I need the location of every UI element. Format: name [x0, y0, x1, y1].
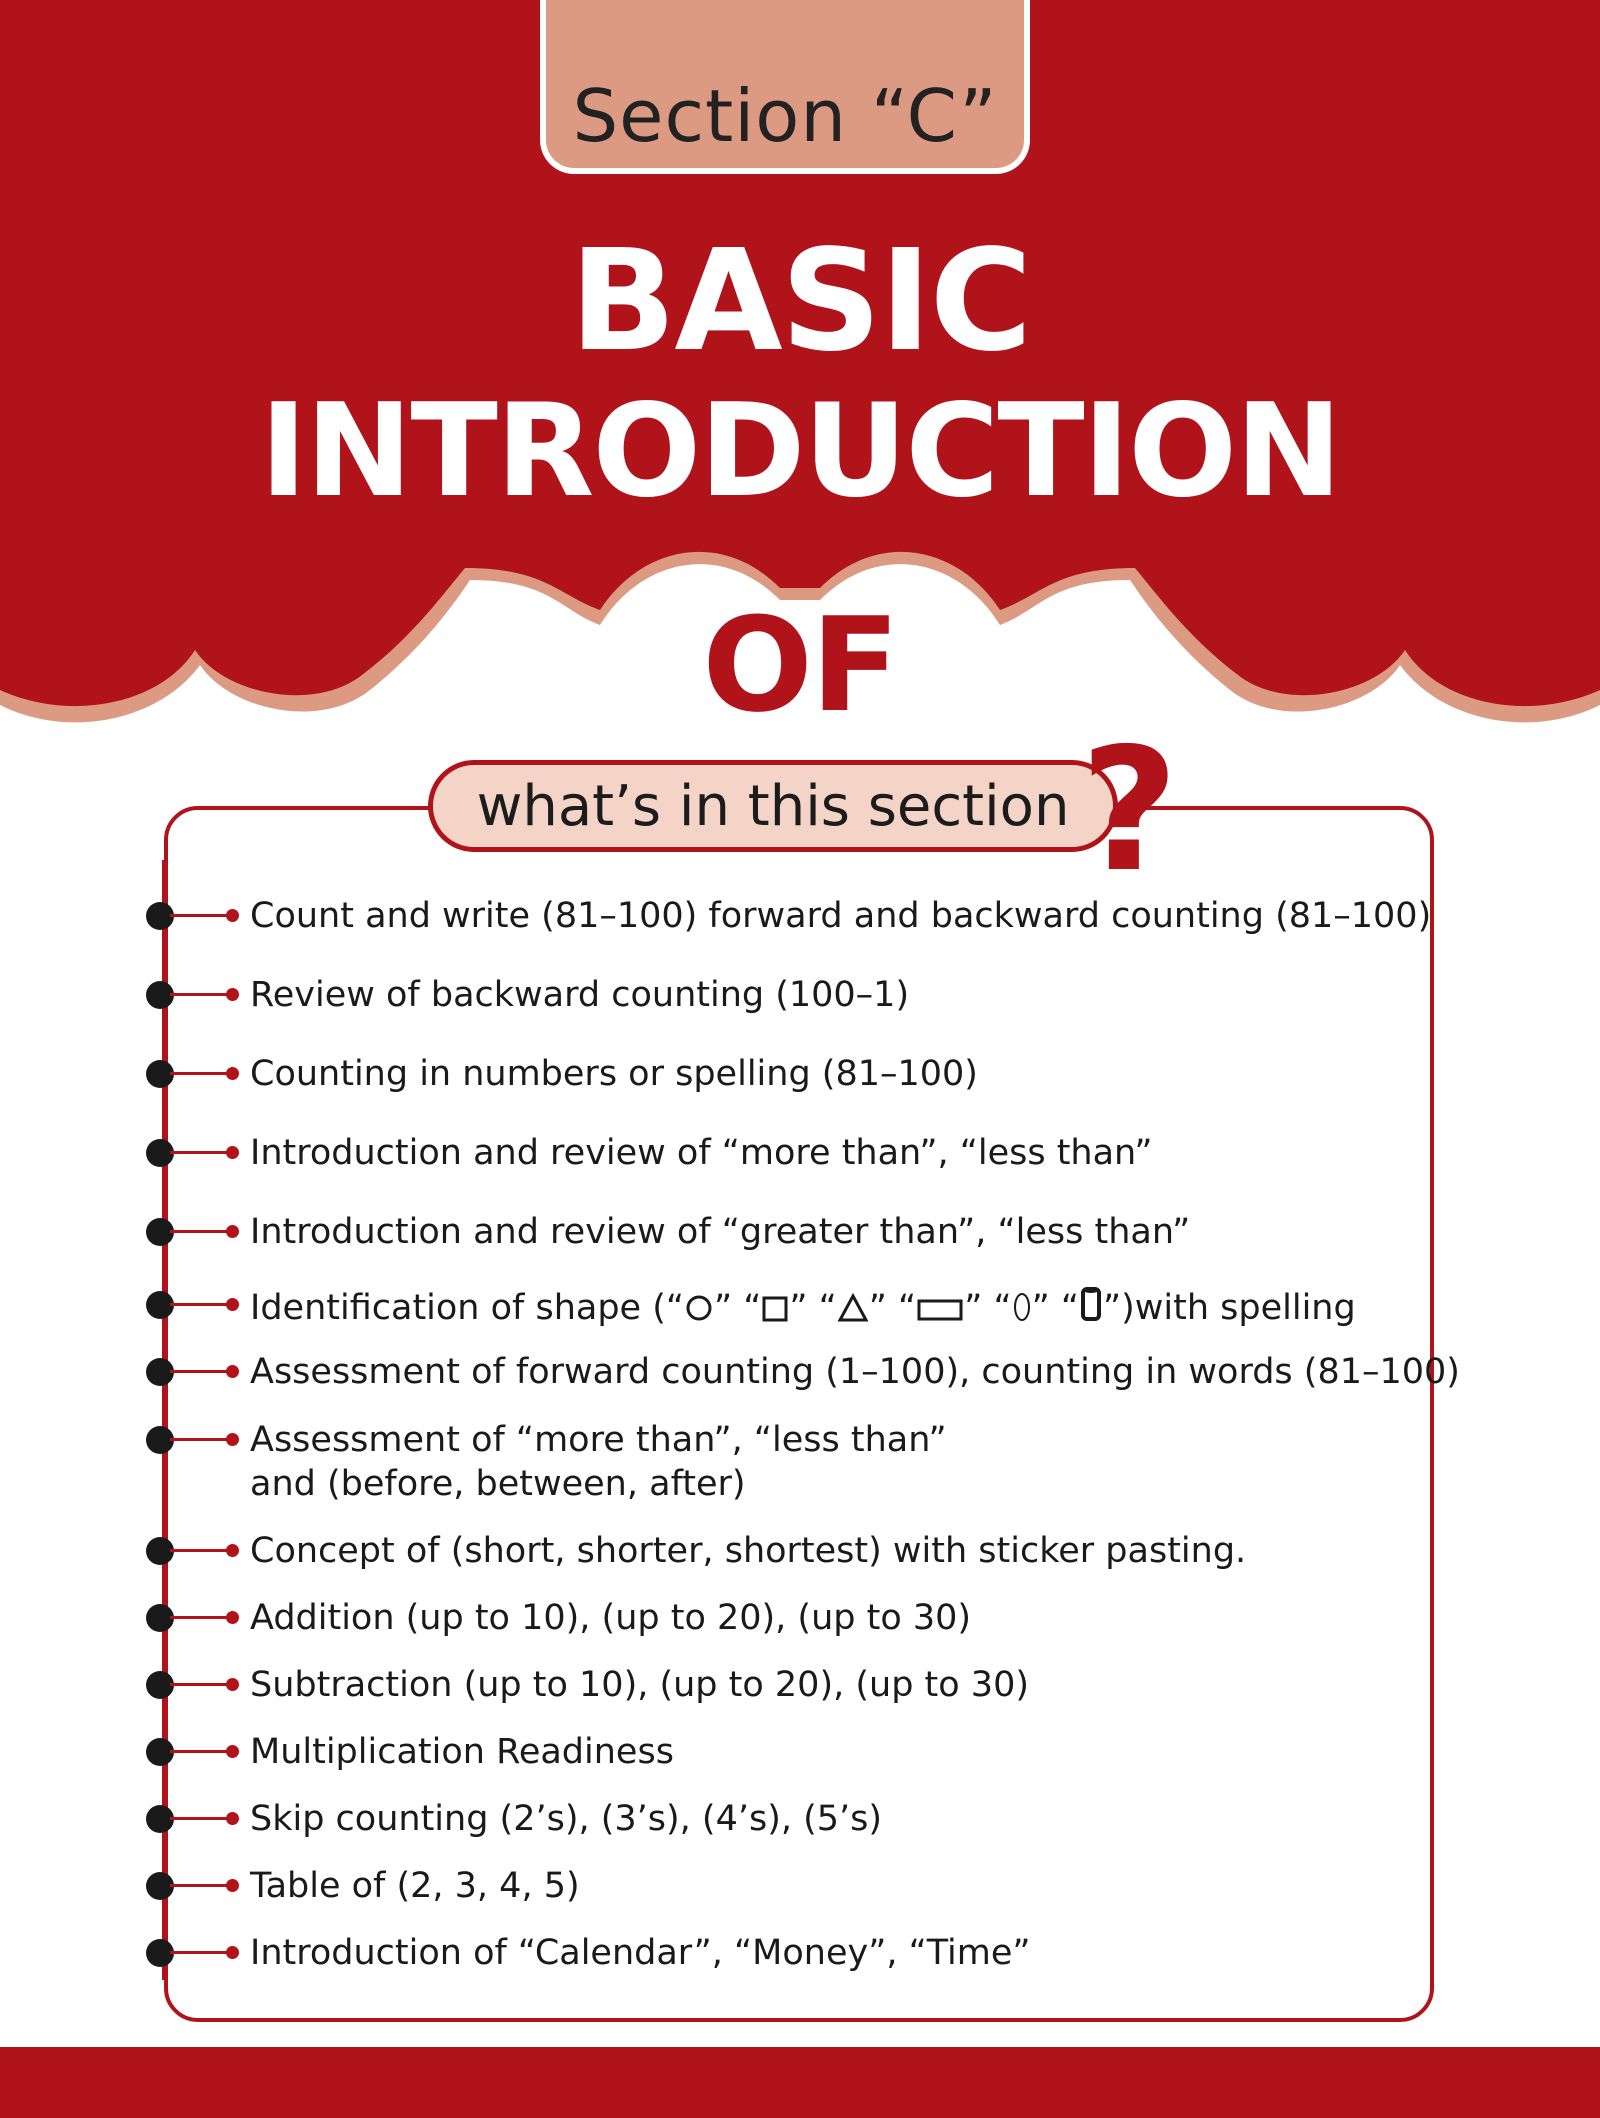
shape-item-suffix: )with spelling: [1121, 1288, 1356, 1328]
list-item-text: Introduction and review of “more than”, “less than”: [250, 1133, 1153, 1173]
list-item: [146, 1052, 978, 1096]
list-item-text: Subtraction (up to 10), (up to 20), (up to 30): [250, 1665, 1029, 1705]
bullet-icon: [146, 1210, 246, 1254]
list-item-text: Skip counting (2’s), (3’s), (4’s), (5’s): [250, 1799, 883, 1839]
list-item: [146, 1596, 971, 1640]
shape-item-prefix: Identification of shape (: [250, 1288, 666, 1328]
list-item-text: [250, 1418, 947, 1506]
list-item-text: Addition (up to 10), (up to 20), (up to 30): [250, 1598, 972, 1638]
bullet-icon: [146, 1730, 246, 1774]
section-label: Section “C”: [572, 74, 998, 158]
list-item: [146, 1931, 1031, 1975]
bottom-bar: [0, 2047, 1600, 2118]
bullet-icon: [146, 1797, 246, 1841]
list-item-text: Table of (2, 3, 4, 5): [250, 1866, 580, 1906]
cylinder-icon: [1079, 1283, 1103, 1323]
list-item: [146, 1350, 1460, 1394]
list-item-line-2: and (before, between, after): [250, 1464, 746, 1504]
list-item: [146, 1663, 1029, 1707]
list-item: [146, 894, 1431, 938]
list-item: [146, 1131, 1152, 1175]
section-tab: [540, 0, 1030, 174]
circle-icon: [684, 1293, 714, 1323]
list-item: [146, 1529, 1246, 1573]
list-item-text: Count and write (81–100) forward and backward counting (81–100): [250, 896, 1432, 936]
bullet-icon: [146, 1663, 246, 1707]
bullet-icon: [146, 973, 246, 1017]
list-item-text: Introduction and review of “greater than”, “less than”: [250, 1212, 1191, 1252]
list-item-shapes: [146, 1283, 1356, 1330]
bullet-icon: [146, 894, 246, 938]
list-item-text: [250, 1283, 1356, 1330]
square-icon: [761, 1295, 789, 1323]
list-item-text: Assessment of forward counting (1–100), counting in words (81–100): [250, 1352, 1460, 1392]
list-item: [146, 1797, 882, 1841]
triangle-icon: [837, 1293, 869, 1323]
oval-icon: [1012, 1291, 1032, 1323]
bullet-icon: [146, 1283, 246, 1327]
section-heading-pill: [428, 760, 1118, 852]
list-item: [146, 1864, 580, 1908]
title-line-1: BASIC: [569, 220, 1031, 383]
list-item-text: Review of backward counting (100–1): [250, 975, 910, 1015]
bullet-icon: [146, 1350, 246, 1394]
bullet-icon: [146, 1864, 246, 1908]
title-line-2: INTRODUCTION: [259, 377, 1341, 526]
list-item: [146, 1210, 1190, 1254]
question-mark-icon: ?: [1080, 712, 1179, 910]
rectangle-icon: [916, 1297, 964, 1323]
section-heading: what’s in this section: [476, 773, 1070, 839]
list-item-line-1: Assessment of “more than”, “less than”: [250, 1420, 947, 1460]
list-item-text: Multiplication Readiness: [250, 1732, 674, 1772]
bullet-icon: [146, 1418, 246, 1462]
list-item-text: Concept of (short, shorter, shortest) with sticker pasting.: [250, 1531, 1247, 1571]
list-item-text: Counting in numbers or spelling (81–100): [250, 1054, 978, 1094]
bullet-icon: [146, 1131, 246, 1175]
list-item: [146, 1730, 674, 1774]
bullet-icon: [146, 1529, 246, 1573]
bullet-icon: [146, 1052, 246, 1096]
shape-icons: “ ” “ ” “ ” “ ” “ ” “ ”: [666, 1283, 1121, 1330]
list-item-text: Introduction of “Calendar”, “Money”, “Time”: [250, 1933, 1031, 1973]
list-item: [146, 1418, 947, 1506]
bullet-icon: [146, 1596, 246, 1640]
title-line-3: OF: [702, 589, 898, 741]
list-item: [146, 973, 909, 1017]
bullet-icon: [146, 1931, 246, 1975]
